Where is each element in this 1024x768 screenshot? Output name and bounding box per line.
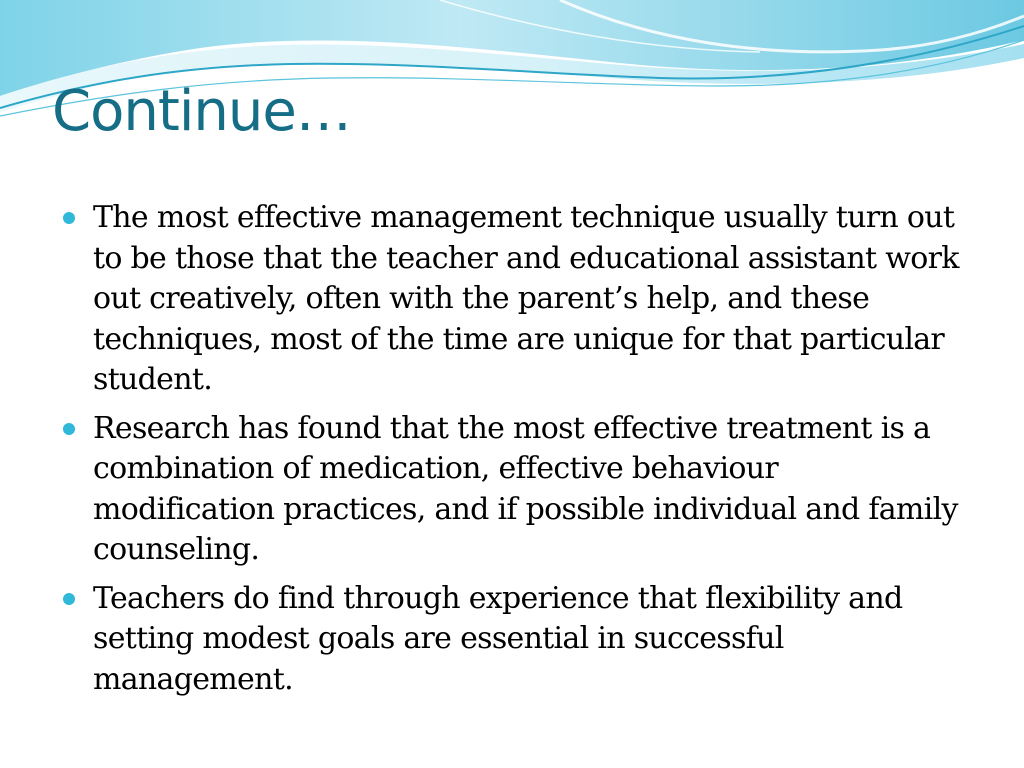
- bullet-text: Research has found that the most effective treatment is a combination of medication, effective behaviour modification practices, and if possible individual and family counseling.: [93, 410, 958, 567]
- bullet-dot-icon: [63, 423, 75, 435]
- bullet-item: [60, 198, 960, 401]
- bullet-text: Teachers do find through experience that flexibility and setting modest goals are essential in successful management.: [93, 580, 903, 697]
- slide-title: Continue…: [52, 79, 351, 144]
- bullet-text: The most effective management technique usually turn out to be those that the teacher and educational assistant work out creatively, often with the parent’s help, and these techniques, most of the time are unique for that particular student.: [93, 200, 959, 397]
- bullet-dot-icon: [63, 593, 75, 605]
- bullet-dot-icon: [63, 212, 75, 224]
- bullet-list: [60, 198, 960, 708]
- bullet-item: [60, 409, 960, 571]
- bullet-item: [60, 579, 960, 701]
